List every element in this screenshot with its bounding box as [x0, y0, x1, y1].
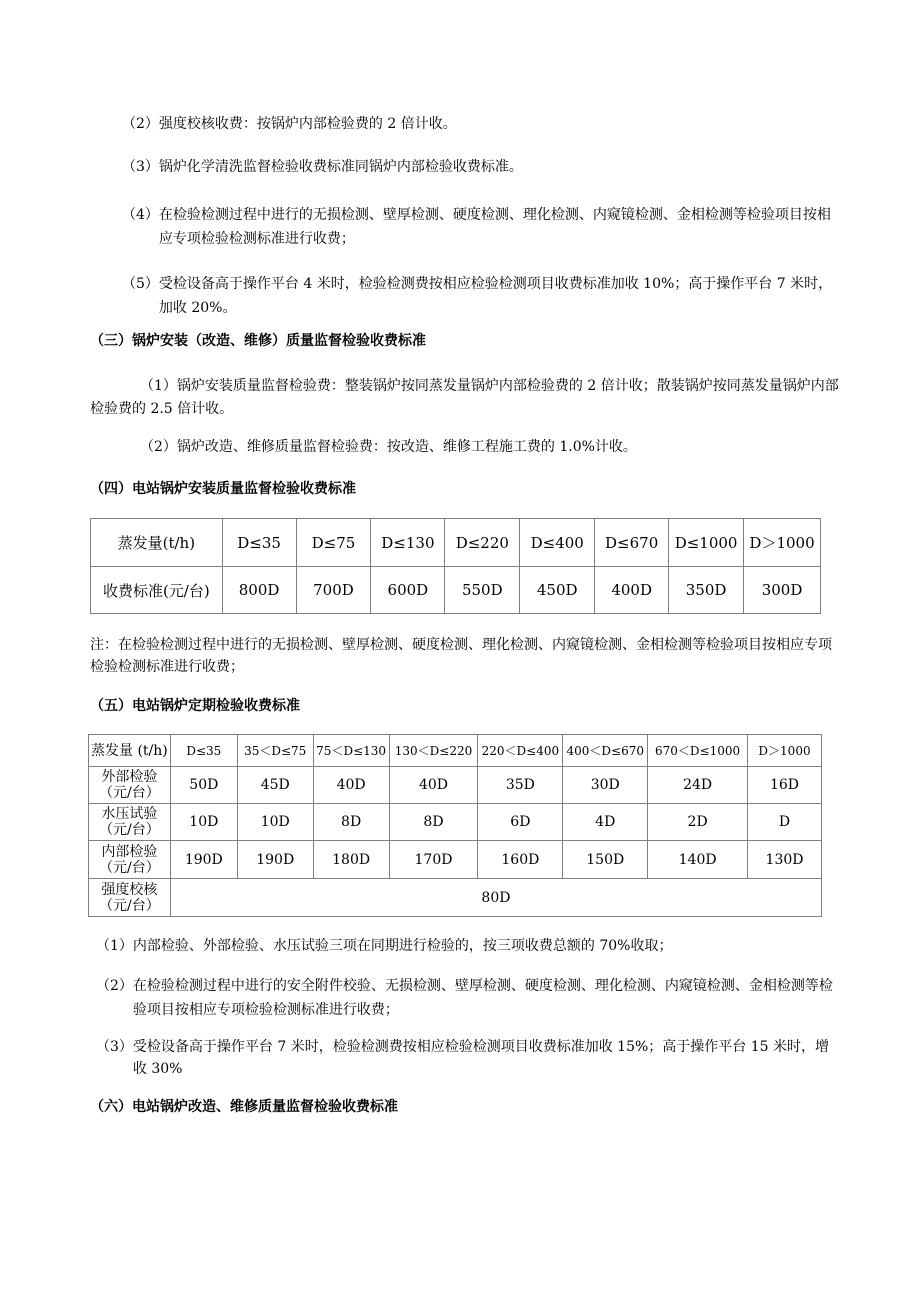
table-header-row	[89, 735, 822, 767]
header-cell: 蒸发量(t/h)	[91, 519, 223, 567]
value-cell: 50D	[170, 767, 237, 804]
row-label-line-2: （元/台）	[99, 822, 160, 838]
table-row-external-inspection	[89, 767, 822, 804]
section4-note: 注：在检验检测过程中进行的无损检测、壁厚检测、硬度检测、理化检测、内窥镜检测、金相检测等检验项目按相应专项检验检测标准进行收费；	[90, 637, 832, 675]
value-cell: 8D	[389, 804, 478, 841]
value-cell: 400D	[595, 567, 669, 614]
section3-paragraph-2: （2）锅炉改造、维修质量监督检验费：按改造、维修工程施工费的 1.0%计收。	[140, 439, 637, 455]
value-cell: 35D	[478, 767, 563, 804]
section3-paragraph-1: （1）锅炉安装质量监督检验费：整装锅炉按同蒸发量锅炉内部检验费的 2 倍计收；散装锅炉按同蒸发量锅炉内部检验费的 2.5 倍计收。	[90, 378, 839, 417]
value-cell: 8D	[313, 804, 389, 841]
periodic-inspection-fee-table	[88, 734, 822, 917]
item-number: （2）	[96, 978, 133, 994]
value-cell: 160D	[478, 841, 563, 879]
value-cell: 190D	[170, 841, 237, 879]
item-number: （3）	[122, 159, 159, 175]
merged-value-cell: 80D	[170, 879, 821, 917]
table-row	[91, 567, 821, 614]
section4-heading: （四）电站锅炉安装质量监督检验收费标准	[90, 481, 356, 497]
section3-heading: （三）锅炉安装（改造、维修）质量监督检验收费标准	[90, 333, 426, 349]
header-cell: 220＜D≤400	[478, 735, 563, 767]
section6-heading: （六）电站锅炉改造、维修质量监督检验收费标准	[90, 1099, 398, 1115]
section5-note-1	[96, 935, 842, 957]
value-cell: 350D	[669, 567, 744, 614]
fee-item-5	[122, 272, 844, 320]
value-cell: 600D	[371, 567, 445, 614]
header-cell: D≤75	[296, 519, 371, 567]
row-label-line-2: （元/台）	[99, 785, 160, 801]
value-cell: 130D	[748, 841, 822, 879]
table-row-strength-check	[89, 879, 822, 917]
item-text: 强度校核收费：按锅炉内部检验费的 2 倍计收。	[158, 116, 457, 132]
table-header-row	[91, 519, 821, 567]
value-cell: 4D	[563, 804, 648, 841]
value-cell: 2D	[648, 804, 748, 841]
item-number: （3）	[96, 1039, 133, 1055]
value-cell: 800D	[222, 567, 296, 614]
fee-item-4	[122, 203, 844, 251]
item-number: （1）	[96, 938, 133, 954]
section5-heading: （五）电站锅炉定期检验收费标准	[90, 698, 300, 714]
item-text: 在检验检测过程中进行的无损检测、壁厚检测、硬度检测、理化检测、内窥镜检测、金相检测等检验项目按相应专项检验检测标准进行收费；	[158, 207, 831, 247]
value-cell: 6D	[478, 804, 563, 841]
value-cell: 10D	[170, 804, 237, 841]
header-cell: D≤220	[445, 519, 520, 567]
item-text: 内部检验、外部检验、水压试验三项在同期进行检验的，按三项收费总额的 70%收取；	[132, 938, 673, 954]
value-cell: 40D	[313, 767, 389, 804]
item-text: 受检设备高于操作平台 7 米时，检验检测费按相应检验检测项目收费标准加收 15%；高于操作平台 15 米时，增收 30%	[132, 1039, 830, 1077]
header-cell: 130＜D≤220	[389, 735, 478, 767]
header-cell: 75＜D≤130	[313, 735, 389, 767]
section5-note-2	[96, 974, 842, 1022]
row-label-line-1: 外部检验	[101, 769, 158, 785]
header-cell: D≤1000	[669, 519, 744, 567]
row-label-line-1: 内部检验	[101, 843, 158, 860]
value-cell: 45D	[237, 767, 313, 804]
header-cell: D≤400	[520, 519, 595, 567]
header-cell: 670＜D≤1000	[648, 735, 748, 767]
value-cell: 40D	[389, 767, 478, 804]
row-label-line-1: 水压试验	[101, 806, 158, 822]
item-text: 受检设备高于操作平台 4 米时，检验检测费按相应检验检测项目收费标准加收 10%；高于操作平台 7 米时，加收 20%。	[158, 276, 833, 316]
row-label-cell	[89, 804, 171, 841]
item-number: （4）	[122, 207, 159, 223]
item-number: （5）	[122, 276, 159, 292]
value-cell: 450D	[520, 567, 595, 614]
value-cell: 550D	[445, 567, 520, 614]
installation-fee-table	[90, 518, 821, 614]
value-cell: 170D	[389, 841, 478, 879]
value-cell: 16D	[748, 767, 822, 804]
row-label-line-1: 强度校核	[101, 881, 158, 898]
value-cell: 300D	[744, 567, 821, 614]
item-number: （2）	[122, 116, 159, 132]
item-text: 在检验检测过程中进行的安全附件校验、无损检测、壁厚检测、硬度检测、理化检测、内窥镜检测、金相检测等检验项目按相应专项检验检测标准进行收费；	[132, 978, 833, 1018]
section5-note-3	[96, 1036, 842, 1080]
value-cell: D	[748, 804, 822, 841]
value-cell: 30D	[563, 767, 648, 804]
value-cell: 24D	[648, 767, 748, 804]
row-label-line-2: （元/台）	[99, 859, 160, 876]
table-row-internal-inspection	[89, 841, 822, 879]
fee-item-2	[122, 113, 842, 135]
value-cell: 180D	[313, 841, 389, 879]
value-cell: 140D	[648, 841, 748, 879]
header-cell: D≤130	[371, 519, 445, 567]
header-cell: 蒸发量 (t/h)	[89, 735, 171, 767]
row-label-cell	[89, 841, 171, 879]
header-cell: 400＜D≤670	[563, 735, 648, 767]
row-label-cell: 收费标准(元/台)	[91, 567, 223, 614]
header-cell: D＞1000	[748, 735, 822, 767]
table-row-hydrostatic-test	[89, 804, 822, 841]
row-label-cell	[89, 767, 171, 804]
value-cell: 150D	[563, 841, 648, 879]
value-cell: 700D	[296, 567, 371, 614]
value-cell: 190D	[237, 841, 313, 879]
value-cell: 10D	[237, 804, 313, 841]
row-label-cell	[89, 879, 171, 917]
header-cell: D≤35	[222, 519, 296, 567]
header-cell: D≤670	[595, 519, 669, 567]
item-text: 锅炉化学清洗监督检验收费标准同锅炉内部检验收费标准。	[158, 159, 523, 175]
header-cell: 35＜D≤75	[237, 735, 313, 767]
row-label-line-2: （元/台）	[99, 897, 160, 914]
header-cell: D＞1000	[744, 519, 821, 567]
fee-item-3	[122, 156, 842, 178]
header-cell: D≤35	[170, 735, 237, 767]
